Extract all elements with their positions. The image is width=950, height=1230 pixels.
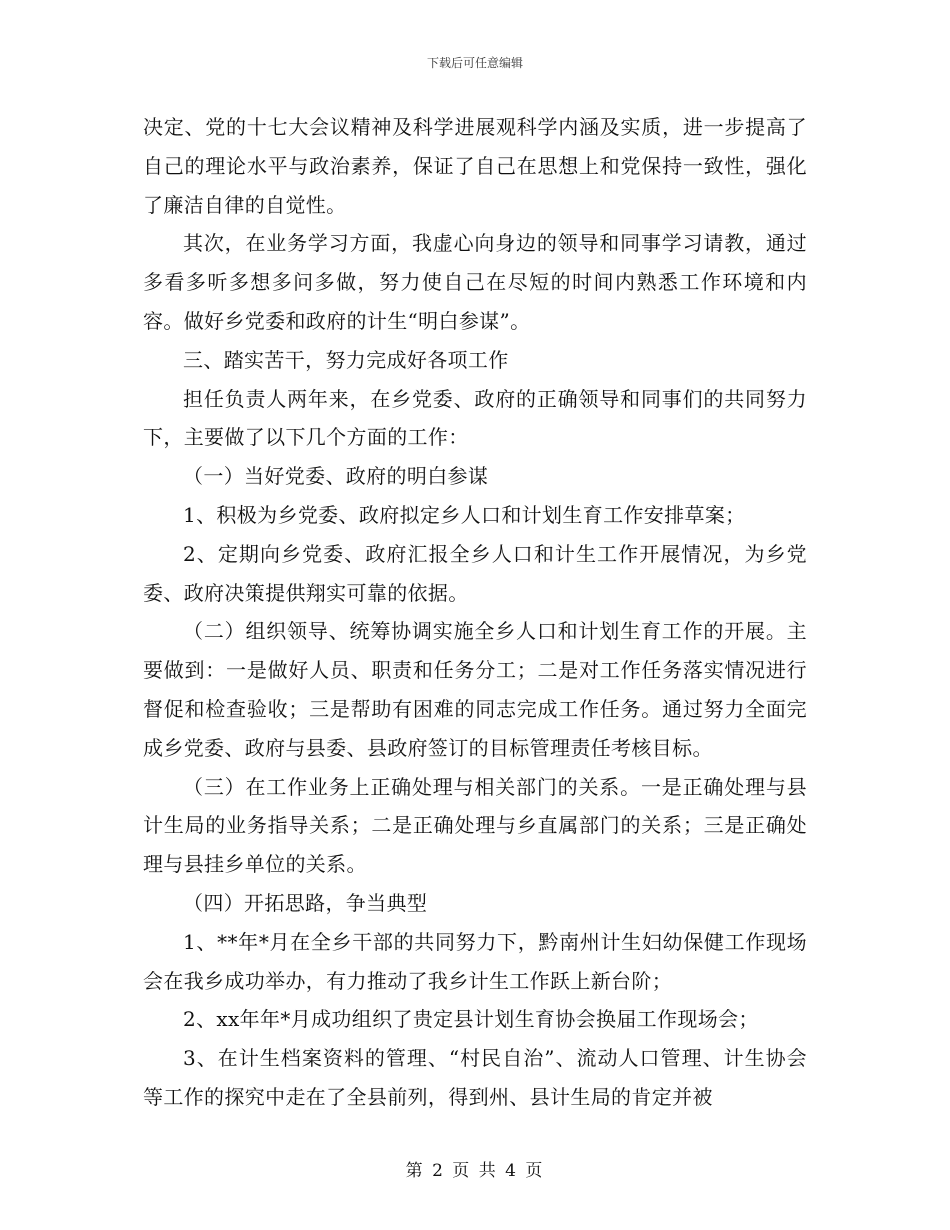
paragraph-4: 担任负责人两年来，在乡党委、政府的正确领导和同事们的共同努力下，主要做了以下几个方面的工作： [143,386,807,450]
list-item-4: 2、xx年年*月成功组织了贵定县计划生育协会换届工作现场会； [183,1007,759,1032]
document-body [143,108,807,1117]
paragraph-subsection-2: （二）组织领导、统筹协调实施全乡人口和计划生育工作的开展。主要做到：一是做好人员、职责和任务分工；二是对工作任务落实情况进行督促和检查验收；三是帮助有困难的同志完成工作任务。通过努力全面完成乡党委、政府与县委、县政府签订的目标管理责任考核目标。 [143,619,807,760]
paragraph-subsection-3: （三）在工作业务上正确处理与相关部门的关系。一是正确处理与县计生局的业务指导关系；二是正确处理与乡直属部门的关系；三是正确处理与县挂乡单位的关系。 [143,774,807,877]
list-item-3: 1、**年*月在全乡干部的共同努力下，黔南州计生妇幼保健工作现场会在我乡成功举办，有力推动了我乡计生工作跃上新台阶； [143,929,807,993]
list-item-1: 1、积极为乡党委、政府拟定乡人口和计划生育工作安排草案； [183,502,746,527]
paragraph-1: 决定、党的十七大会议精神及科学进展观科学内涵及实质，进一步提高了自己的理论水平与政治素养，保证了自己在思想上和党保持一致性，强化了廉洁自律的自觉性。 [143,115,807,217]
list-item-2: 2、定期向乡党委、政府汇报全乡人口和计生工作开展情况，为乡党委、政府决策提供翔实可靠的依据。 [143,541,807,605]
subheading-1: （一）当好党委、政府的明白参谋 [183,464,489,489]
page-footer: 第 2 页 共 4 页 [405,1161,545,1181]
subheading-4: （四）开拓思路，争当典型 [183,890,428,915]
paragraph-2: 其次，在业务学习方面，我虚心向身边的领导和同事学习请教，通过多看多听多想多问多做，努力使自己在尽短的时间内熟悉工作环境和内容。做好乡党委和政府的计生“明白参谋”。 [143,231,807,333]
list-item-5: 3、在计生档案资料的管理、“村民自治”、流动人口管理、计生协会等工作的探究中走在了全县前列，得到州、县计生局的肯定并被 [143,1046,807,1109]
page-header: 下载后可任意编辑 [426,56,523,70]
section-heading-3: 三、踏实苦干，努力完成好各项工作 [183,347,509,372]
